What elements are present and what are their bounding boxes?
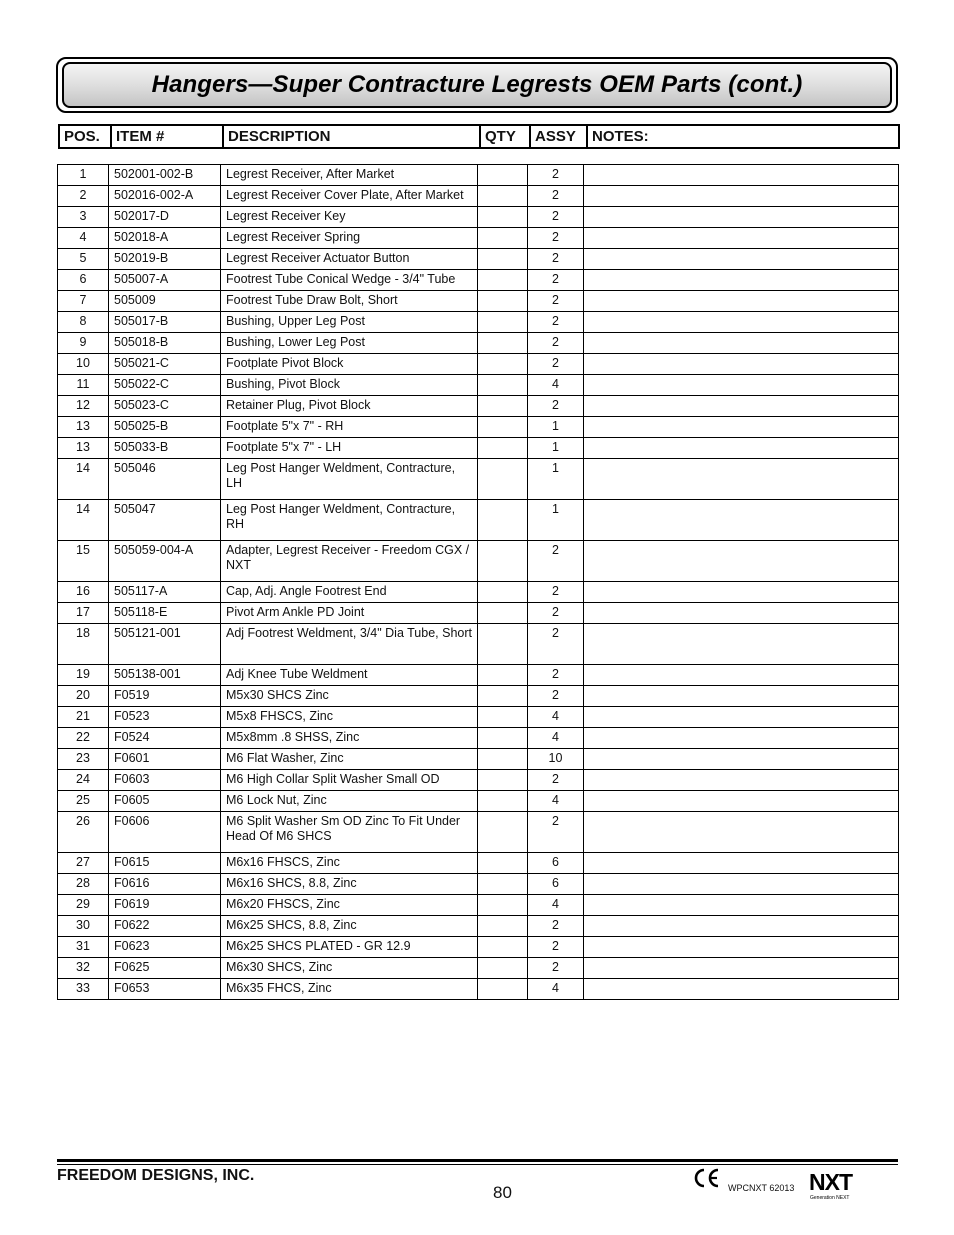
row-description: Leg Post Hanger Weldment, Contracture, LH (221, 459, 478, 500)
row-pos: 13 (58, 438, 109, 459)
table-row (58, 853, 899, 874)
row-assy: 2 (528, 354, 584, 375)
row-pos: 1 (58, 165, 109, 186)
row-assy: 4 (528, 791, 584, 812)
row-item: 502019-B (109, 249, 221, 270)
row-qty (478, 624, 528, 665)
row-assy: 6 (528, 874, 584, 895)
row-assy: 4 (528, 707, 584, 728)
row-assy: 6 (528, 853, 584, 874)
row-pos: 28 (58, 874, 109, 895)
row-qty (478, 354, 528, 375)
row-item: F0606 (109, 812, 221, 853)
row-notes (584, 979, 899, 1000)
row-pos: 16 (58, 582, 109, 603)
table-row (58, 333, 899, 354)
header-assy: ASSY (531, 126, 588, 147)
row-notes (584, 459, 899, 500)
row-notes (584, 916, 899, 937)
row-assy: 2 (528, 291, 584, 312)
row-qty (478, 207, 528, 228)
row-item: 505121-001 (109, 624, 221, 665)
row-description: M5x30 SHCS Zinc (221, 686, 478, 707)
row-assy: 2 (528, 624, 584, 665)
row-item: 505021-C (109, 354, 221, 375)
row-pos: 33 (58, 979, 109, 1000)
row-item: F0653 (109, 979, 221, 1000)
row-item: 505118-E (109, 603, 221, 624)
table-row (58, 375, 899, 396)
row-assy: 2 (528, 770, 584, 791)
row-item: 505009 (109, 291, 221, 312)
row-qty (478, 791, 528, 812)
row-description: M6 Lock Nut, Zinc (221, 791, 478, 812)
row-qty (478, 749, 528, 770)
row-notes (584, 937, 899, 958)
row-qty (478, 165, 528, 186)
row-item: F0601 (109, 749, 221, 770)
table-row (58, 937, 899, 958)
row-qty (478, 853, 528, 874)
row-notes (584, 603, 899, 624)
row-notes (584, 895, 899, 916)
table-row (58, 228, 899, 249)
row-pos: 30 (58, 916, 109, 937)
row-pos: 10 (58, 354, 109, 375)
page-title: Hangers—Super Contracture Legrests OEM Parts (cont.) (151, 71, 803, 98)
row-assy: 2 (528, 937, 584, 958)
row-assy: 2 (528, 686, 584, 707)
table-row (58, 541, 899, 582)
row-description: Cap, Adj. Angle Footrest End (221, 582, 478, 603)
row-description: Bushing, Pivot Block (221, 375, 478, 396)
row-qty (478, 728, 528, 749)
row-description: Bushing, Lower Leg Post (221, 333, 478, 354)
row-notes (584, 333, 899, 354)
row-qty (478, 874, 528, 895)
company-name: FREEDOM DESIGNS, INC. (57, 1167, 255, 1184)
row-assy: 1 (528, 417, 584, 438)
row-item: 502016-002-A (109, 186, 221, 207)
parts-table-body (58, 165, 899, 1000)
row-qty (478, 396, 528, 417)
table-row (58, 312, 899, 333)
row-description: M6 Split Washer Sm OD Zinc To Fit Under Head Of M6 SHCS (221, 812, 478, 853)
row-item: 505018-B (109, 333, 221, 354)
table-row (58, 874, 899, 895)
row-item: F0605 (109, 791, 221, 812)
row-pos: 14 (58, 459, 109, 500)
row-qty (478, 958, 528, 979)
row-description: M5x8 FHSCS, Zinc (221, 707, 478, 728)
row-description: Legrest Receiver Cover Plate, After Market (221, 186, 478, 207)
row-qty (478, 686, 528, 707)
row-description: Legrest Receiver Key (221, 207, 478, 228)
row-description: Footrest Tube Conical Wedge - 3/4" Tube (221, 270, 478, 291)
row-item: 502017-D (109, 207, 221, 228)
table-row (58, 165, 899, 186)
nxt-logo-subtext: Generation NEXT (810, 1195, 850, 1201)
row-notes (584, 270, 899, 291)
row-item: F0625 (109, 958, 221, 979)
table-row (58, 979, 899, 1000)
row-item: 505046 (109, 459, 221, 500)
row-description: Footplate 5"x 7" - LH (221, 438, 478, 459)
row-item: F0523 (109, 707, 221, 728)
header-notes: NOTES: (592, 128, 649, 145)
row-assy: 2 (528, 165, 584, 186)
row-notes (584, 375, 899, 396)
row-item: 505138-001 (109, 665, 221, 686)
row-assy: 2 (528, 916, 584, 937)
row-qty (478, 812, 528, 853)
row-description: Footrest Tube Draw Bolt, Short (221, 291, 478, 312)
row-qty (478, 937, 528, 958)
row-qty (478, 249, 528, 270)
row-qty (478, 707, 528, 728)
row-qty (478, 186, 528, 207)
row-pos: 18 (58, 624, 109, 665)
row-notes (584, 291, 899, 312)
row-item: 505033-B (109, 438, 221, 459)
row-notes (584, 312, 899, 333)
row-item: 502018-A (109, 228, 221, 249)
row-qty (478, 438, 528, 459)
table-row (58, 770, 899, 791)
row-pos: 25 (58, 791, 109, 812)
table-row (58, 249, 899, 270)
nxt-logo-icon (808, 1168, 856, 1202)
row-pos: 19 (58, 665, 109, 686)
row-assy: 2 (528, 270, 584, 291)
row-notes (584, 582, 899, 603)
row-pos: 8 (58, 312, 109, 333)
title-banner (56, 57, 898, 113)
row-item: F0603 (109, 770, 221, 791)
row-pos: 26 (58, 812, 109, 853)
row-description: Footplate Pivot Block (221, 354, 478, 375)
row-pos: 9 (58, 333, 109, 354)
table-header (58, 124, 900, 149)
row-qty (478, 270, 528, 291)
table-row (58, 354, 899, 375)
table-row (58, 582, 899, 603)
table-row (58, 958, 899, 979)
row-item: F0619 (109, 895, 221, 916)
row-qty (478, 582, 528, 603)
row-item: 505047 (109, 500, 221, 541)
row-notes (584, 958, 899, 979)
row-qty (478, 895, 528, 916)
row-assy: 2 (528, 312, 584, 333)
svg-text:NXT: NXT (809, 1169, 852, 1195)
row-notes (584, 186, 899, 207)
row-notes (584, 165, 899, 186)
row-description: M6x35 FHCS, Zinc (221, 979, 478, 1000)
row-pos: 32 (58, 958, 109, 979)
row-assy: 2 (528, 603, 584, 624)
row-qty (478, 417, 528, 438)
row-description: Legrest Receiver Actuator Button (221, 249, 478, 270)
row-pos: 15 (58, 541, 109, 582)
row-notes (584, 749, 899, 770)
row-assy: 4 (528, 728, 584, 749)
row-item: 505117-A (109, 582, 221, 603)
document-code: WPCNXT 62013 (728, 1183, 795, 1193)
row-item: 505007-A (109, 270, 221, 291)
row-assy: 2 (528, 582, 584, 603)
row-notes (584, 228, 899, 249)
table-row (58, 707, 899, 728)
row-notes (584, 207, 899, 228)
row-item: 505023-C (109, 396, 221, 417)
footer-rule-thin (57, 1164, 898, 1165)
row-pos: 17 (58, 603, 109, 624)
row-description: Leg Post Hanger Weldment, Contracture, RH (221, 500, 478, 541)
row-assy: 4 (528, 375, 584, 396)
row-description: Adapter, Legrest Receiver - Freedom CGX / NXT (221, 541, 478, 582)
row-assy: 1 (528, 500, 584, 541)
row-assy: 2 (528, 228, 584, 249)
row-pos: 22 (58, 728, 109, 749)
table-row (58, 291, 899, 312)
table-row (58, 459, 899, 500)
header-item: ITEM # (112, 126, 224, 147)
row-description: Adj Knee Tube Weldment (221, 665, 478, 686)
row-assy: 1 (528, 438, 584, 459)
row-notes (584, 728, 899, 749)
row-qty (478, 291, 528, 312)
row-qty (478, 603, 528, 624)
row-pos: 6 (58, 270, 109, 291)
table-row (58, 728, 899, 749)
table-row (58, 500, 899, 541)
row-notes (584, 665, 899, 686)
row-description: M6 Flat Washer, Zinc (221, 749, 478, 770)
row-pos: 21 (58, 707, 109, 728)
row-description: M5x8mm .8 SHSS, Zinc (221, 728, 478, 749)
row-notes (584, 874, 899, 895)
table-row (58, 438, 899, 459)
table-row (58, 270, 899, 291)
row-notes (584, 541, 899, 582)
row-notes (584, 438, 899, 459)
row-description: Bushing, Upper Leg Post (221, 312, 478, 333)
row-qty (478, 228, 528, 249)
row-assy: 2 (528, 186, 584, 207)
row-qty (478, 541, 528, 582)
row-qty (478, 770, 528, 791)
page-number: 80 (493, 1183, 512, 1202)
row-assy: 2 (528, 207, 584, 228)
row-assy: 10 (528, 749, 584, 770)
footer-rule (57, 1159, 898, 1162)
row-item: F0615 (109, 853, 221, 874)
row-description: Footplate 5"x 7" - RH (221, 417, 478, 438)
row-description: Legrest Receiver Spring (221, 228, 478, 249)
row-description: Adj Footrest Weldment, 3/4" Dia Tube, Short (221, 624, 478, 665)
row-pos: 3 (58, 207, 109, 228)
row-pos: 23 (58, 749, 109, 770)
row-notes (584, 354, 899, 375)
row-assy: 4 (528, 979, 584, 1000)
row-assy: 2 (528, 958, 584, 979)
row-pos: 4 (58, 228, 109, 249)
row-notes (584, 396, 899, 417)
table-row (58, 186, 899, 207)
row-pos: 2 (58, 186, 109, 207)
row-assy: 4 (528, 895, 584, 916)
row-assy: 2 (528, 541, 584, 582)
row-item: 502001-002-B (109, 165, 221, 186)
row-qty (478, 916, 528, 937)
row-pos: 12 (58, 396, 109, 417)
parts-table (57, 164, 899, 1000)
title-banner-inner (62, 62, 892, 108)
table-row (58, 791, 899, 812)
table-row (58, 396, 899, 417)
row-pos: 13 (58, 417, 109, 438)
row-item: F0616 (109, 874, 221, 895)
row-qty (478, 333, 528, 354)
row-assy: 2 (528, 396, 584, 417)
table-row (58, 916, 899, 937)
table-row (58, 665, 899, 686)
table-row (58, 749, 899, 770)
row-description: Pivot Arm Ankle PD Joint (221, 603, 478, 624)
row-assy: 2 (528, 333, 584, 354)
row-assy: 2 (528, 812, 584, 853)
header-qty: QTY (481, 126, 531, 147)
row-description: Legrest Receiver, After Market (221, 165, 478, 186)
header-description: DESCRIPTION (224, 126, 481, 147)
row-item: F0524 (109, 728, 221, 749)
row-notes (584, 812, 899, 853)
row-description: M6x25 SHCS PLATED - GR 12.9 (221, 937, 478, 958)
row-item: 505059-004-A (109, 541, 221, 582)
table-row (58, 624, 899, 665)
row-assy: 2 (528, 249, 584, 270)
ce-mark-icon (692, 1167, 720, 1189)
row-item: F0519 (109, 686, 221, 707)
row-description: M6 High Collar Split Washer Small OD (221, 770, 478, 791)
row-qty (478, 375, 528, 396)
row-item: 505022-C (109, 375, 221, 396)
row-pos: 24 (58, 770, 109, 791)
row-pos: 5 (58, 249, 109, 270)
row-notes (584, 249, 899, 270)
row-notes (584, 853, 899, 874)
row-assy: 2 (528, 665, 584, 686)
row-qty (478, 459, 528, 500)
row-pos: 29 (58, 895, 109, 916)
row-qty (478, 500, 528, 541)
row-notes (584, 417, 899, 438)
row-description: M6x16 SHCS, 8.8, Zinc (221, 874, 478, 895)
row-notes (584, 624, 899, 665)
table-row (58, 812, 899, 853)
header-pos: POS. (60, 126, 112, 147)
row-notes (584, 707, 899, 728)
table-row (58, 207, 899, 228)
table-row (58, 417, 899, 438)
row-qty (478, 979, 528, 1000)
row-qty (478, 312, 528, 333)
row-item: 505017-B (109, 312, 221, 333)
row-item: 505025-B (109, 417, 221, 438)
row-pos: 7 (58, 291, 109, 312)
row-notes (584, 500, 899, 541)
row-pos: 27 (58, 853, 109, 874)
row-pos: 11 (58, 375, 109, 396)
row-pos: 31 (58, 937, 109, 958)
row-notes (584, 791, 899, 812)
row-notes (584, 770, 899, 791)
table-row (58, 686, 899, 707)
row-assy: 1 (528, 459, 584, 500)
row-description: Retainer Plug, Pivot Block (221, 396, 478, 417)
row-qty (478, 665, 528, 686)
row-description: M6x16 FHSCS, Zinc (221, 853, 478, 874)
table-row (58, 603, 899, 624)
row-item: F0623 (109, 937, 221, 958)
row-pos: 14 (58, 500, 109, 541)
row-description: M6x20 FHSCS, Zinc (221, 895, 478, 916)
row-notes (584, 686, 899, 707)
row-description: M6x25 SHCS, 8.8, Zinc (221, 916, 478, 937)
row-description: M6x30 SHCS, Zinc (221, 958, 478, 979)
row-pos: 20 (58, 686, 109, 707)
row-item: F0622 (109, 916, 221, 937)
table-row (58, 895, 899, 916)
